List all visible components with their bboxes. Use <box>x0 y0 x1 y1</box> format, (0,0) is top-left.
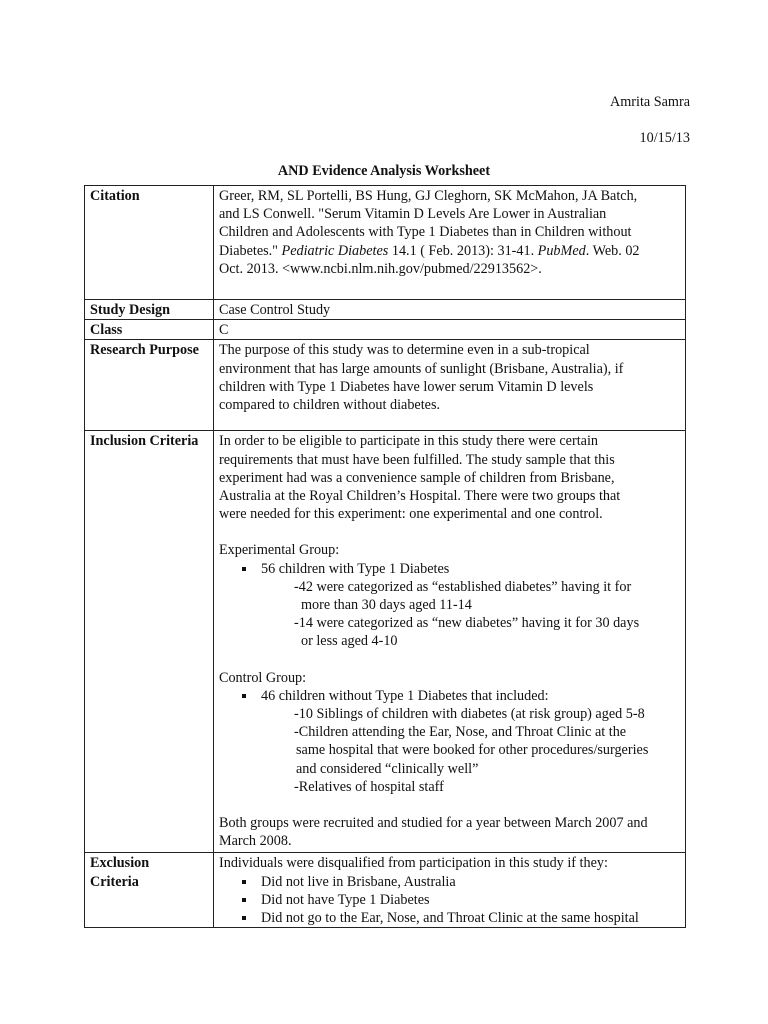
control-subgroup-line: -10 Siblings of children with diabetes (at risk group) aged 5-8 <box>294 706 645 723</box>
author-name: Amrita Samra <box>610 94 690 110</box>
exclusion-intro: Individuals were disqualified from participation in this study if they: <box>219 855 608 872</box>
study-design-value: Case Control Study <box>214 300 686 320</box>
control-subgroup-line: -Children attending the Ear, Nose, and Throat Clinic at the <box>294 724 627 741</box>
purpose-line: environment that has large amounts of sunlight (Brisbane, Australia), if <box>219 360 624 377</box>
exclusion-list <box>219 873 680 928</box>
citation-text: . Web. 02 <box>585 242 640 259</box>
experimental-subgroup-line: -42 were categorized as “established diabetes” having it for <box>294 578 632 595</box>
inclusion-closing-line: Both groups were recruited and studied for a year between March 2007 and <box>219 815 648 832</box>
research-purpose-row <box>85 340 686 431</box>
purpose-line: children with Type 1 Diabetes have lower serum Vitamin D levels <box>219 378 594 395</box>
class-row <box>85 320 686 340</box>
control-subgroup-line: same hospital that were booked for other procedures/surgeries <box>296 742 649 759</box>
citation-text: Diabetes." <box>219 242 282 259</box>
control-subgroup-line: -Relatives of hospital staff <box>294 778 444 795</box>
citation-line: and LS Conwell. "Serum Vitamin D Levels Are Lower in Australian <box>219 206 607 223</box>
research-purpose-content <box>214 340 686 431</box>
purpose-line: The purpose of this study was to determine even in a sub-tropical <box>219 342 590 359</box>
document-title: AND Evidence Analysis Worksheet <box>277 163 491 179</box>
experimental-subgroup-line: more than 30 days aged 11-14 <box>301 597 472 614</box>
database-name: PubMed <box>537 242 586 259</box>
experimental-subgroup-line: -14 were categorized as “new diabetes” having it for 30 days <box>294 615 640 632</box>
inclusion-intro-line: requirements that must have been fulfilled. The study sample that this <box>219 451 615 468</box>
citation-line: Children and Adolescents with Type 1 Diabetes than in Children without <box>219 224 632 241</box>
document-date: 10/15/13 <box>639 130 690 146</box>
inclusion-criteria-row <box>85 431 686 853</box>
inclusion-intro-line: experiment had was a convenience sample of children from Brisbane, <box>219 469 615 486</box>
class-value: C <box>214 320 686 340</box>
citation-line <box>219 242 680 260</box>
exclusion-item: Did not live in Brisbane, Australia <box>219 873 680 891</box>
class-label: Class <box>85 320 214 340</box>
study-design-row <box>85 300 686 320</box>
exclusion-criteria-row <box>85 853 686 928</box>
exclusion-criteria-content <box>214 853 686 928</box>
exclusion-label-line: Exclusion <box>90 855 150 872</box>
experimental-group-heading: Experimental Group: <box>219 542 340 559</box>
inclusion-criteria-content <box>214 431 686 853</box>
study-design-label: Study Design <box>85 300 214 320</box>
citation-content <box>214 186 686 300</box>
citation-line: Greer, RM, SL Portelli, BS Hung, GJ Cleghorn, SK McMahon, JA Batch, <box>219 188 638 204</box>
exclusion-item: Did not go to the Ear, Nose, and Throat Clinic at the same hospital <box>219 909 680 927</box>
inclusion-intro-line: Australia at the Royal Children’s Hospital. There were two groups that <box>219 488 621 505</box>
exclusion-item: Did not have Type 1 Diabetes <box>219 891 680 909</box>
experimental-group-bullet: 56 children with Type 1 Diabetes <box>219 560 680 578</box>
exclusion-criteria-label <box>85 853 214 928</box>
citation-line: Oct. 2013. <www.ncbi.nlm.nih.gov/pubmed/22913562>. <box>219 260 542 277</box>
control-group-heading: Control Group: <box>219 669 307 686</box>
control-subgroup-line: and considered “clinically well” <box>296 760 479 777</box>
citation-text: 14.1 ( Feb. 2013): 31-41. <box>388 242 538 259</box>
experimental-subgroup-line: or less aged 4-10 <box>301 633 398 650</box>
citation-label: Citation <box>85 186 214 300</box>
exclusion-label-line: Criteria <box>90 873 139 890</box>
journal-name: Pediatric Diabetes <box>281 242 389 259</box>
inclusion-closing-line: March 2008. <box>219 833 292 850</box>
inclusion-criteria-label: Inclusion Criteria <box>85 431 214 853</box>
experimental-group-list <box>219 560 680 578</box>
evidence-analysis-table <box>84 185 686 928</box>
research-purpose-label: Research Purpose <box>85 340 214 431</box>
citation-row <box>85 186 686 300</box>
control-group-bullet: 46 children without Type 1 Diabetes that included: <box>219 687 680 705</box>
control-group-list <box>219 687 680 705</box>
inclusion-intro-line: were needed for this experiment: one experimental and one control. <box>219 506 603 523</box>
inclusion-intro-line: In order to be eligible to participate in this study there were certain <box>219 433 598 450</box>
purpose-line: compared to children without diabetes. <box>219 397 441 414</box>
